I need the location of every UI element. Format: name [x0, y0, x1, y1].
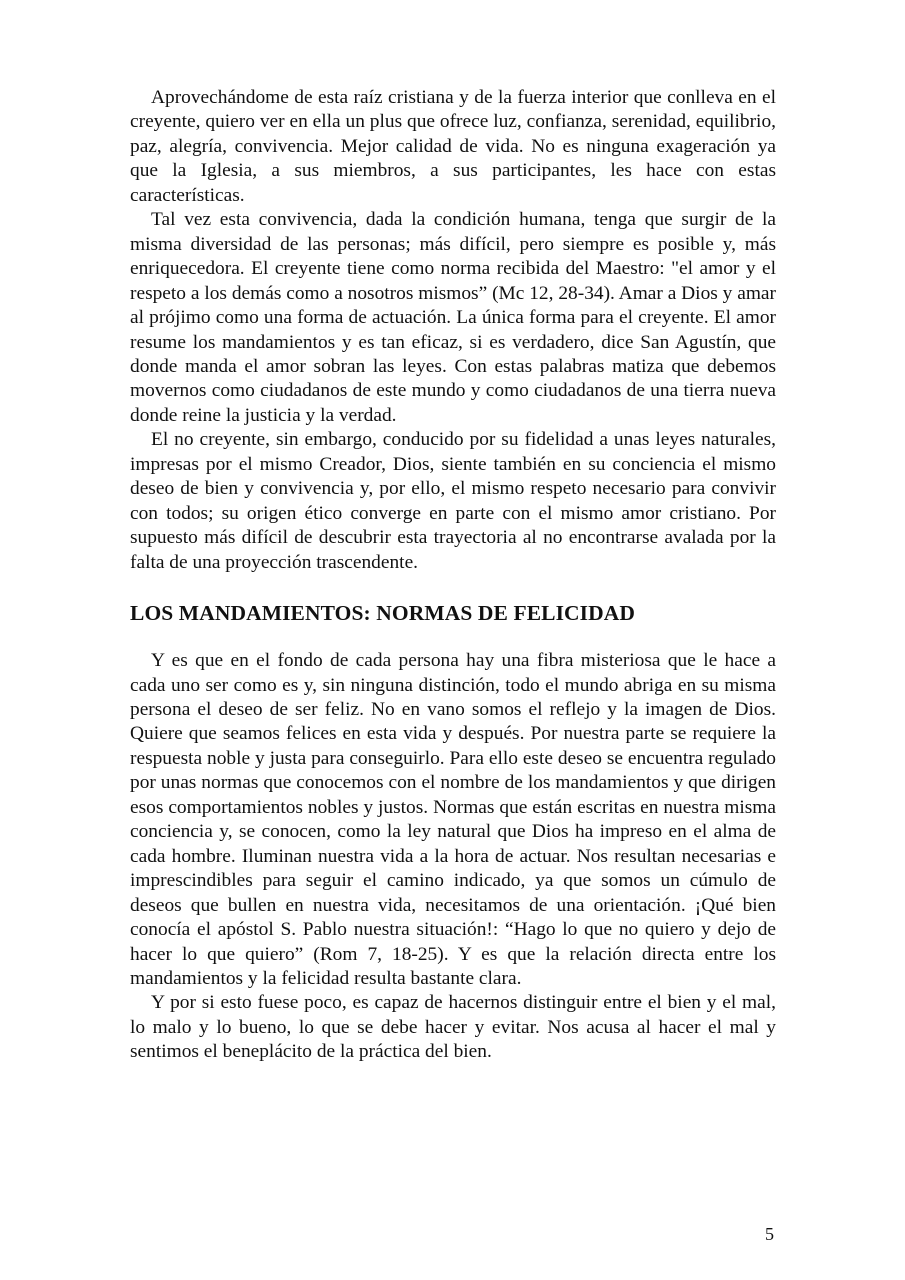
paragraph-no-creyente: El no creyente, sin embargo, conducido por su fidelidad a unas leyes naturales, impresas por el mismo Creador, Dios, siente también en su conciencia el mismo deseo de bien y convivencia y, por ello, el mismo respeto necesario para convivir con todos; su origen ético converge en parte con el mismo amor cristiano. Por supuesto más difícil de descubrir esta trayectoria al no encontrarse avalada por la falta de una proyección trascendente.: [130, 429, 776, 573]
paragraph-bien-y-mal: Y por si esto fuese poco, es capaz de hacernos distinguir entre el bien y el mal, lo malo y lo bueno, lo que se debe hacer y evitar. Nos acusa al hacer el mal y sentimos el beneplácito de la práctica del bien.: [130, 992, 776, 1063]
document-page: [130, 86, 776, 1065]
section-heading: LOS MANDAMIENTOS: NORMAS DE FELICIDAD: [130, 601, 636, 626]
paragraph-intro-raiz-cristiana: Aprovechándome de esta raíz cristiana y de la fuerza interior que conlleva en el creyente, quiero ver en ella un plus que ofrece luz, confianza, serenidad, equilibrio, paz, alegría, convivencia. Mejor calidad de vida. No es ninguna exageración ya que la Iglesia, a sus miembros, a sus participantes, les hace con estas características.: [130, 87, 776, 206]
paragraph-convivencia: Tal vez esta convivencia, dada la condición humana, tenga que surgir de la misma diversidad de las personas; más difícil, pero siempre es posible y, más enriquecedora. El creyente tiene como norma recibida del Maestro: "el amor y el respeto a los demás como a nosotros mismos” (Mc 12, 28-34). Amar a Dios y amar al prójimo como una forma de actuación. La única forma para el creyente. El amor resume los mandamientos y es tan eficaz, si es verdadero, dice San Agustín, que donde manda el amor sobran las leyes. Con estas palabras matiza que debemos movernos como ciudadanos de este mundo y como ciudadanos de una tierra nueva donde reine la justicia y la verdad.: [130, 209, 776, 426]
paragraph-fibra-misteriosa: Y es que en el fondo de cada persona hay una fibra misteriosa que le hace a cada uno ser como es y, sin ninguna distinción, todo el mundo abriga en su misma persona el deseo de ser feliz. No en vano somos el reflejo y la imagen de Dios. Quiere que seamos felices en esta vida y después. Por nuestra parte se requiere la respuesta noble y justa para conseguirlo. Para ello este deseo se encuentra regulado por unas normas que conocemos con el nombre de los mandamientos y que dirigen esos comportamientos nobles y justos. Normas que están escritas en nuestra misma conciencia y, se conocen, como la ley natural que Dios ha impreso en el alma de cada hombre. Iluminan nuestra vida a la hora de actuar. Nos resultan necesarias e imprescindibles para seguir el camino indicado, ya que somos un cúmulo de deseos que bullen en nuestra vida, necesitamos de una orientación. ¡Qué bien conocía el apóstol S. Pablo nuestra situación!: “Hago lo que no quiero y dejo de hacer lo que quiero” (Rom 7, 18-25). Y es que la relación directa entre los mandamientos y la felicidad resulta bastante clara.: [130, 650, 776, 989]
page-number: 5: [765, 1224, 774, 1244]
